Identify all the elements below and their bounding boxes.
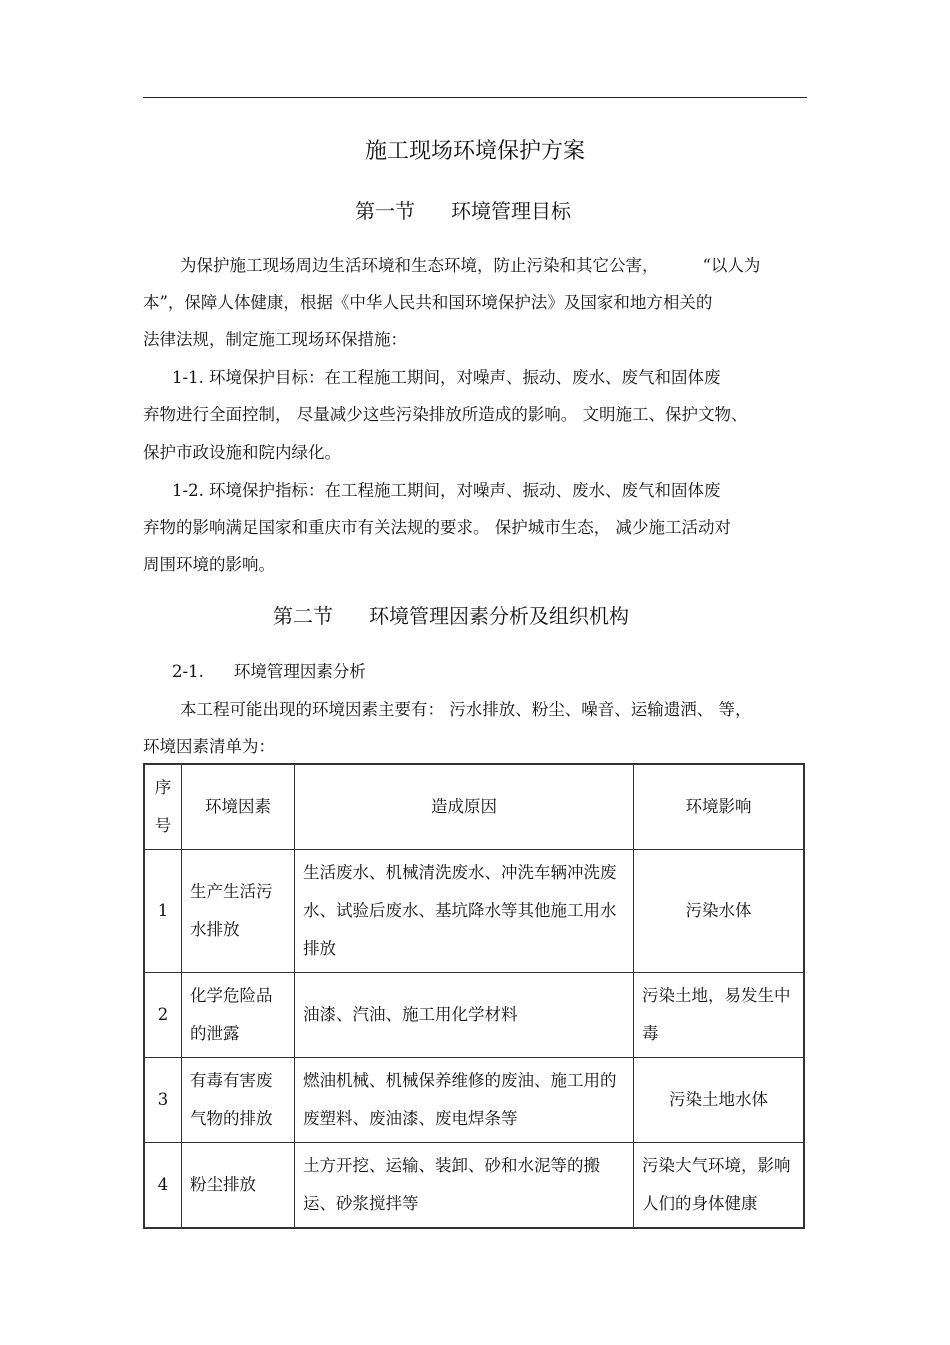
paragraph-line: 本”，保障人体健康，根据《中华人民共和国环境保护法》及国家和地方相关的 [143,293,713,312]
cell-factor: 粉尘排放 [182,1143,295,1229]
paragraph-line: 法律法规，制定施工现场环保措施： [143,330,407,349]
paragraph-line: 环境因素清单为： [143,737,275,756]
table-row [144,850,804,973]
section-1-heading [355,195,571,224]
cell-impact: 污染水体 [634,850,805,973]
subsection-title: 环境管理因素分析 [233,662,366,681]
table-header-row [144,764,804,850]
paragraph-line: 1-2. 环境保护指标：在工程施工期间，对噪声、振动、废水、废气和固体废 [172,481,721,500]
cell-impact: 污染土地，易发生中毒 [634,973,805,1058]
cell-num: 2 [144,973,182,1058]
cell-num: 1 [144,850,182,973]
paragraph-line: 本工程可能出现的环境因素主要有： 污水排放、粉尘、噪音、运输遗洒、 等， [180,700,752,719]
cell-num: 4 [144,1143,182,1229]
paragraph-line [180,252,760,276]
paragraph-text: 为保护施工现场周边生活环境和生态环境，防止污染和其它公害， [180,256,659,275]
table-row [144,1058,804,1143]
paragraph-line: 1-1. 环境保护目标：在工程施工期间，对噪声、振动、废水、废气和固体废 [172,368,721,387]
cell-factor: 生产生活污水排放 [182,850,295,973]
cell-cause: 燃油机械、机械保养维修的废油、施工用的废塑料、废油漆、废电焊条等 [295,1058,634,1143]
header-factor: 环境因素 [182,764,295,850]
section-1-number: 第一节 [355,199,415,223]
environment-factors-table [143,763,805,1229]
paragraph-line: 周围环境的影响。 [143,555,275,574]
header-num: 序号 [144,764,182,850]
section-2-title: 环境管理因素分析及组织机构 [369,604,629,628]
section-1-title: 环境管理目标 [451,199,571,223]
cell-cause: 油漆、汽油、施工用化学材料 [295,973,634,1058]
cell-factor: 有毒有害废气物的排放 [182,1058,295,1143]
cell-cause: 生活废水、机械清洗废水、冲洗车辆冲洗废水、试验后废水、基坑降水等其他施工用水排放 [295,850,634,973]
subsection-number: 2-1. [172,662,204,681]
document-title: 施工现场环境保护方案 [364,139,585,164]
cell-factor: 化学危险品的泄露 [182,973,295,1058]
paragraph-text: “以人为 [702,256,761,275]
cell-impact: 污染土地水体 [634,1058,805,1143]
section-2-number: 第二节 [273,604,333,628]
subsection-2-1 [172,658,366,682]
section-2-heading [273,600,629,629]
header-impact: 环境影响 [634,764,805,850]
paragraph-line: 弃物的影响满足国家和重庆市有关法规的要求。 保护城市生态， 减少施工活动对 [143,518,731,537]
cell-cause: 土方开挖、运输、装卸、砂和水泥等的搬运、砂浆搅拌等 [295,1143,634,1229]
cell-impact: 污染大气环境，影响人们的身体健康 [634,1143,805,1229]
header-cause: 造成原因 [295,764,634,850]
paragraph-line: 保护市政设施和院内绿化。 [143,443,341,462]
cell-num: 3 [144,1058,182,1143]
header-rule [143,97,807,98]
table-row [144,1143,804,1229]
table-row [144,973,804,1058]
paragraph-line: 弃物进行全面控制， 尽量减少这些污染排放所造成的影响。 文明施工、保护文物、 [143,405,748,424]
